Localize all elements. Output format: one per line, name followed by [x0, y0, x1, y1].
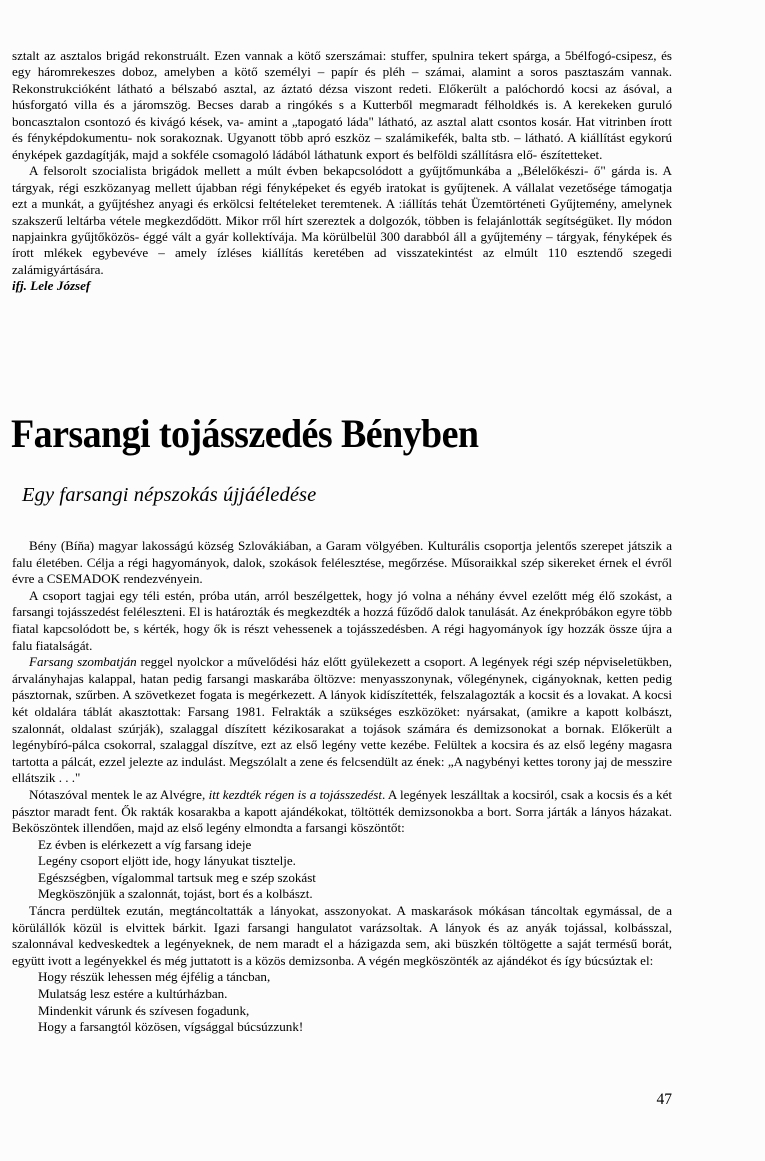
- article-byline: ifj. Lele József: [12, 278, 91, 294]
- top-article-paragraph-2: A felsorolt szocialista brigádok mellett a múlt évben bekapcsolódott a gyűjtőmunkába a „Bélelőkészi- ő" gárda is. A tárgyak, régi eszközanyag mellett újabban régi fényképeket és egyéb iratokat is gyűjtenek. A vállalat vezetősége támogatja ezt a munkát, a gyűjtéshez anyagi és erkölcsi feltételeket teremtenek. A :iállítás tehát Üzemtörténeti Gyűjtemény, amelynek szakszerű leltárba vétele megkezdődött. Mikor rről hírt szereztek a dolgozók, többen is felajánlották segítségüket. Ily módon napjainkra gyűjtőközös- éggé vált a gyár kollektívája. Ma körülbelül 300 darabból áll a gyűjtemény – tárgyak, fényképek és írott mlékek egybevéve – amely ízléses kiállítás keretében ad visszatekintést az elmúlt 110 esztendő szegedi zalámigyártására.: [12, 163, 672, 277]
- main-paragraph-5: Táncra perdültek ezután, megtáncoltatták a lányokat, asszonyokat. A maskarások mókásan táncoltak egymással, de a körülállók közül is elvittek bárkit. Igazi farsangi hangulatot varázsoltak. A lányok és az anyák tojással, kolbásszal, szalonnával kedveskedtek a legényeknek, de nem maradt el a házigazda sem, aki büszkén töltögette a saját termésű borát, együtt ivott a legényekkel és még juttatott is a közös demizsonba. A végén megköszönték az ajándékot és így búcsúztak el:: [12, 903, 672, 968]
- headline-block: [11, 412, 711, 456]
- verse-line: Hogy a farsangtól közösen, vígsággal búcsúzzunk!: [38, 1019, 304, 1035]
- verse-line: Ez évben is elérkezett a víg farsang ideje: [38, 836, 252, 852]
- main-paragraph-3-italic-lead: Farsang szombatján: [29, 654, 137, 670]
- page-number: 47: [656, 1091, 672, 1108]
- main-paragraph-4: [12, 787, 672, 837]
- verse-block-2: [12, 969, 672, 1035]
- main-paragraph-4-part1: Nótaszóval mentek le az Alvégre,: [29, 786, 209, 802]
- page-subtitle: Egy farsangi népszokás újjáéledése: [22, 484, 317, 506]
- verse-block-1: [12, 837, 672, 903]
- verse-line: Mulatság lesz estére a kultúrházban.: [38, 986, 228, 1002]
- page-title: Farsangi tojásszedés Bényben: [11, 411, 479, 456]
- main-paragraph-4-italic: itt kezdték régen is a tojásszedést: [208, 786, 382, 802]
- verse-line: Mindenkit várunk és szívesen fogadunk,: [38, 1002, 250, 1018]
- top-article: [12, 48, 672, 295]
- verse-line: Legény csoport eljött ide, hogy lányukat tisztelje.: [38, 853, 296, 869]
- main-paragraph-1: Bény (Bíňa) magyar lakosságú község Szlovákiában, a Garam völgyében. Kulturális csoportja jelentős szerepet játszik a falu életében. Célja a régi hagyományok, dalok, szokások felélesztése, megőrzése. Műsoraikkal szép sikereket érnek el évről évre a CSEMADOK rendezvényein.: [12, 538, 672, 587]
- main-paragraph-2: A csoport tagjai egy téli estén, próba után, arról beszélgettek, hogy jó volna a néhány évvel ezelőtt még élő szokást, a farsangi tojásszedést feléleszteni. El is határozták és megkezdték a hozzá fűződő dalok tanulását. Az énekpróbákon egyre több fiatal kapcsolódott be, s kérték, hogy ők is részt vehessenek a tojásszedésben. A régi hagyományok így hozzák össze újra a falu fiatalságát.: [12, 587, 672, 653]
- verse-line: Egészségben, vígalommal tartsuk meg e szép szokást: [38, 869, 316, 885]
- main-paragraph-3-body: reggel nyolckor a művelődési ház előtt gyülekezett a csoport. A legények régi szép népviseletükben, árvalányhajas kalappal, hatan pedig farsangi maskarába öltözve: menyasszonynak, vőlegénynek, cigányoknak, ketten pedig pásztornak, szűrben. A szövetkezet fogata is megérkezett. A lányok kidíszítették, felszalagozták a kocsit és a lovakat. A kocsi két oldalára táblát akasztottak: Farsang 1981. Felrakták a szükséges eszközöket: nyársakat, (amikre a kapott kolbászt, szalonnát, oldalast szúrják), szalaggal díszített kézikosarakat a tojások számára és demizsonokat a bornak. Előkerült a legénybíró-pálca csokorral, szalaggal díszítve, ezt az első legény vette kezébe. Felültek a kocsira és az első legény magasra tartotta a pálcát, ezzel jelezte az indulást. Megszólalt a zene és felcsendült az ének: „A nagybényi kettes torony jaj de messzire ellátszik . . .": [12, 654, 672, 786]
- verse-line: Hogy részük lehessen még éjfélig a táncban,: [38, 969, 271, 985]
- top-article-paragraph-1: sztalt az asztalos brigád rekonstruált. Ezen vannak a kötő szerszámai: stuffer, spulnira tekert spárga, a 5bélfogó-csipesz, és egy háromrekeszes doboz, amelyben a kötő személyi – papír és pléh – számai, alamint a soros pasztaszám vannak. Rekonstrukcióként látható a bélszabó asztal, az áztató dézsa viszont redeti. Előkerült a palóchordó kocsi az ásóval, a húsforgató villa és a járomszög. Becses darab a ringókés s a Kutterből megmaradt félholdkés is. A kerekeken guruló boncasztalon csontozó és kivágó kések, va- amint a „tapogató láda" látható, az asztal alatt csontos kosár. Hat vitrinben írott és fényképdokumentu- nok sorakoznak. Ugyanott több apró eszköz – szalámikefék, balta stb. – látható. A kiállítást egykorú ényképek gazdagítják, majd a sokféle csomagoló ládából láthatunk export és belföldi szállításra elő- észítetteket.: [12, 48, 672, 162]
- main-article: [12, 538, 672, 1036]
- verse-line: Megköszönjük a szalonnát, tojást, bort és a kolbászt.: [38, 886, 313, 902]
- main-paragraph-3: [12, 654, 672, 787]
- main-paragraph-4-part2: . A legények leszálltak a kocsiról, csak a kocsis és a két pásztor maradt fent. Ők rakták kosarakba a kapott ajándékokat, töltötték demizsonokba a bort. Sorra járták a lányos házakat. Beköszöntek illendően, majd az első legény elmondta a farsangi köszöntőt:: [12, 786, 672, 836]
